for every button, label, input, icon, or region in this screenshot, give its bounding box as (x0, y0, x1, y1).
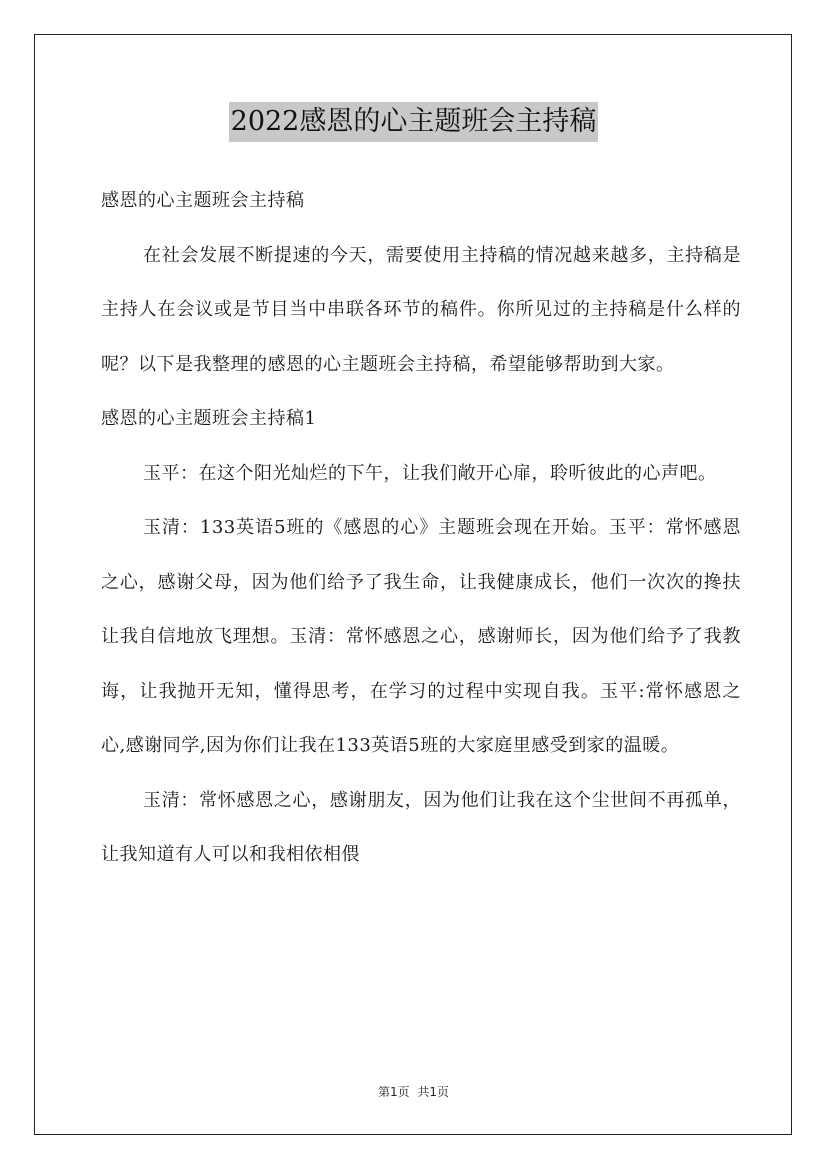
title-container (0, 102, 827, 142)
document-title: 2022感恩的心主题班会主持稿 (229, 102, 599, 142)
paragraph-intro: 在社会发展不断提速的今天，需要使用主持稿的情况越来越多，主持稿是主持人在会议或是节目当中串联各环节的稿件。你所见过的主持稿是什么样的呢？以下是我整理的感恩的心主题班会主持稿，希望能够帮助到大家。 (101, 244, 741, 375)
paragraph-dialogue: 玉清：133英语5班的《感恩的心》主题班会现在开始。玉平：常怀感恩之心，感谢父母，因为他们给予了我生命，让我健康成长，他们一次次的搀扶让我自信地放飞理想。玉清：常怀感恩之心，感谢师长，因为他们给予了我教诲，让我抛开无知，懂得思考，在学习的过程中实现自我。玉平:常怀感恩之心,感谢同学,因为你们让我在133英语5班的大家庭里感受到家的温暖。 (101, 517, 741, 756)
page-total: 共1页 (417, 1085, 449, 1099)
paragraph-dialogue: 玉清：常怀感恩之心，感谢朋友，因为他们让我在这个尘世间不再孤单，让我知道有人可以和我相依相偎 (101, 789, 741, 865)
paragraph-heading: 感恩的心主题班会主持稿 (101, 190, 305, 211)
document-body (101, 174, 741, 883)
page-footer (0, 1083, 827, 1100)
paragraph-section-heading: 感恩的心主题班会主持稿1 (101, 408, 317, 429)
page-number: 第1页 (378, 1085, 410, 1099)
paragraph-dialogue: 玉平：在这个阳光灿烂的下午，让我们敞开心扉，聆听彼此的心声吧。 (143, 462, 717, 484)
